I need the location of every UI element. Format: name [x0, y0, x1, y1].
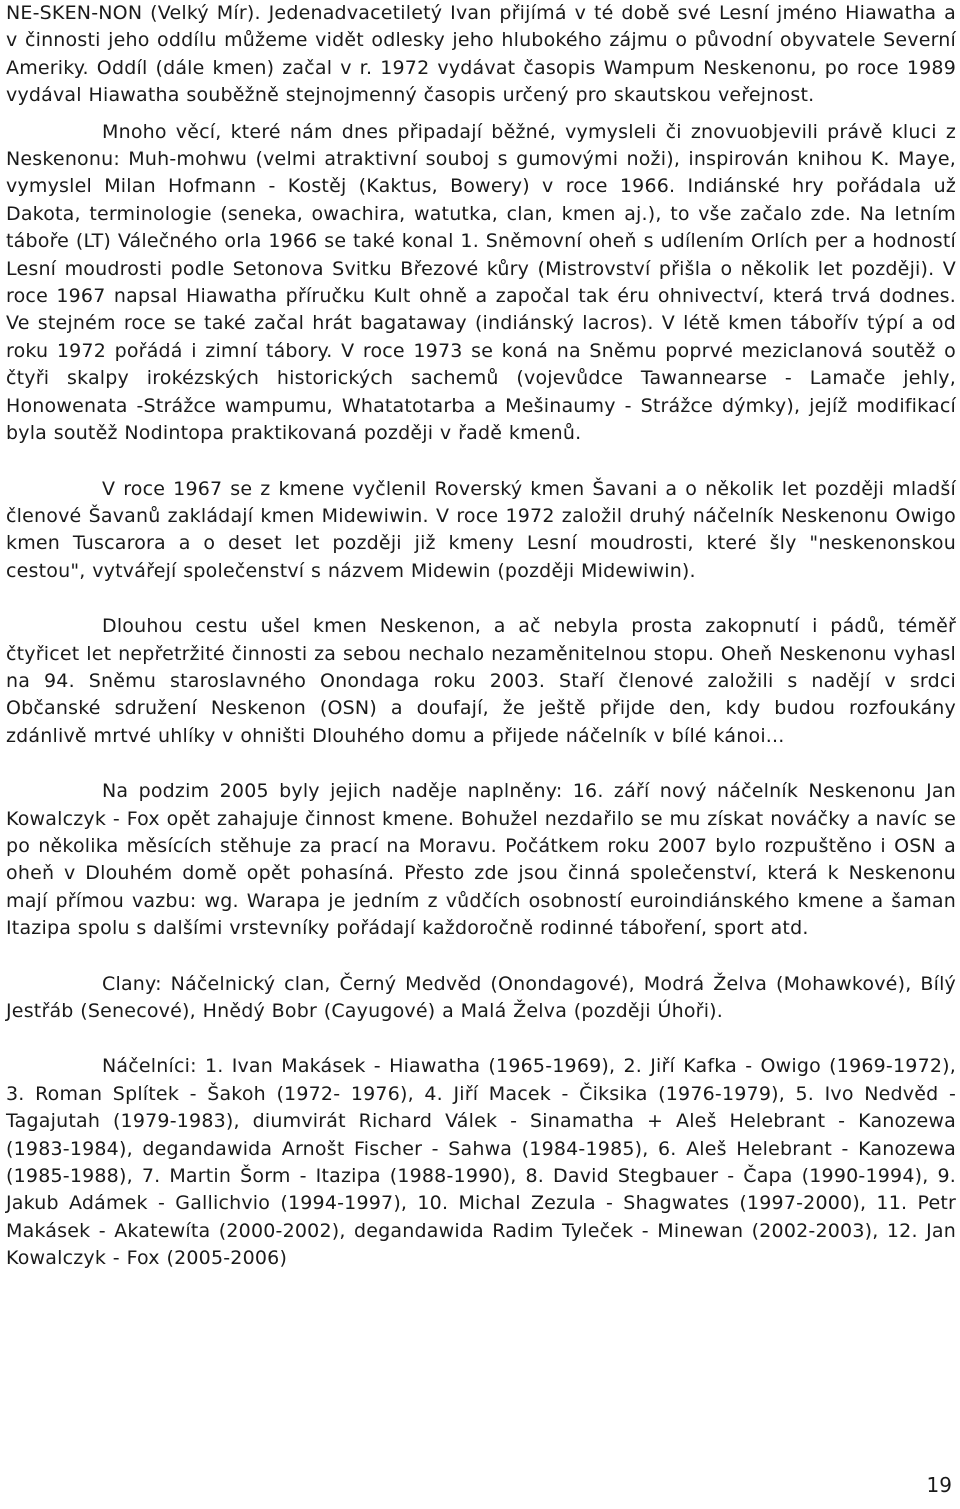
- paragraph-clans: Clany: Náčelnický clan, Černý Medvěd (Onondagové), Modrá Želva (Mohawkové), Bílý Jestřáb (Senecové), Hnědý Bobr (Cayugové) a Malá Želva (později Úhoři).: [6, 972, 956, 1022]
- paragraph-revival-2005: Na podzim 2005 byly jejich naděje naplněny: 16. září nový náčelník Neskenonu Jan Kowalczyk - Fox opět zahajuje činnost kmene. Bohužel nezdařilo se mu získat nováčky a navíc se po několika měsících stěhuje za prací na Moravu. Počátkem roku 2007 bylo rozpuštěno i OSN a oheň v Dlouhém domě opět pohasíná. Přesto zde jsou činná společenství, která k Neskenonu mají přímou vazbu: wg. Warapa je jedním z vůdčích osobností euroindiánského kmene a šaman Itazipa spolu s dalšími vrstevníky pořádají každoročně rodinné táboření, sport atd.: [6, 780, 956, 940]
- paragraph-offshoot-tribes: V roce 1967 se z kmene vyčlenil Roverský kmen Šavani a o několik let později mladší členové Šavanů zakládají kmen Midewiwin. V roce 1972 založil druhý náčelník Neskenonu Owigo kmen Tuscarora a o deset let později již kmeny Lesní moudrosti, které šly "neskenonskou cestou", vytvářejí společenství s názvem Midewin (později Midewiwin).: [6, 477, 956, 582]
- document-page: [6, 0, 956, 1273]
- paragraph-long-journey: Dlouhou cestu ušel kmen Neskenon, a ač nebyla prosta zakopnutí i pádů, téměř čtyřicet let nepřetržité činnosti za sebou nechalo nezaměnitelnou stopu. Oheň Neskenonu vyhasl na 94. Sněmu staroslavného Onondaga roku 2003. Staří členové založili s nadějí v srdci Občanské sdružení Neskenon (OSN) a doufají, že ještě přijde den, kdy budou rozfoukány zdánlivě mrtvé uhlíky v ohništi Dlouhého domu a přijede náčelník v bílé kánoi...: [6, 615, 956, 747]
- paragraph-neskenon-origin: NE-SKEN-NON (Velký Mír). Jedenadvacetiletý Ivan přijímá v té době své Lesní jméno Hiawatha a v činnosti jeho oddílu můžeme vidět odlesky jeho hlubokého zájmu o původní obyvatele Severní Ameriky. Oddíl (dále kmen) začal v r. 1972 vydávat časopis Wampum Neskenonu, po roce 1989 vydával Hiawatha souběžně stejnojmenný časopis určený pro skautskou veřejnost.: [6, 2, 956, 107]
- paragraph-chiefs: Náčelníci: 1. Ivan Makásek - Hiawatha (1965-1969), 2. Jiří Kafka - Owigo (1969-1972), 3. Roman Splítek - Šakoh (1972- 1976), 4. Jiří Macek - Čiksika (1976-1979), 5. Ivo Nedvěd - Tagajutah (1979-1983), diumvirát Richard Válek - Sinamatha + Aleš Helebrant - Kanozewa (1983-1984), degandawida Arnošt Fischer - Sahwa (1984-1985), 6. Aleš Helebrant - Kanozewa (1985-1988), 7. Martin Šorm - Itazipa (1988-1990), 8. David Stegbauer - Čapa (1990-1994), 9. Jakub Adámek - Gallichvio (1994-1997), 10. Michal Zezula - Shagwates (1997-2000), 11. Petr Makásek - Akatewíta (2000-2002), degandawida Radim Tyleček - Minewan (2002-2003), 12. Jan Kowalczyk - Fox (2005-2006): [6, 1055, 956, 1270]
- paragraph-inventions: Mnoho věcí, které nám dnes připadají běžné, vymysleli či znovuobjevili právě kluci z Neskenonu: Muh-mohwu (velmi atraktivní souboj s gumovými noži), inspirován knihou K. Maye, vymyslel Milan Hofmann - Kostěj (Kaktus, Bowery) v roce 1966. Indiánské hry pořádala už Dakota, terminologie (seneka, owachira, watutka, clan, kmen aj.), to vše začalo zde. Na letním táboře (LT) Válečného orla 1966 se také konal 1. Sněmovní oheň s udílením Orlích per a hodností Lesní moudrosti podle Setonova Svitku Březové kůry (Mistrovství přišla o několik let později). V roce 1967 napsal Hiawatha příručku Kult ohně a započal tak éru ohnivectví, která trvá dodnes. Ve stejném roce se také začal hrát bagataway (indiánský lacros). V létě kmen tábořív týpí a od roku 1972 pořádá i zimní tábory. V roce 1973 se koná na Sněmu poprvé meziclanová soutěž o čtyři skalpy irokézských historických sachemů (vojevůdce Tawannearse - Lamače jehly, Honowenata -Strážce wampumu, Whatatotarba a Mešinaumy - Strážce dýmky), jejíž modifikací byla soutěž Nodintopa praktikovaná později v řadě kmenů.: [6, 120, 956, 445]
- page-number: 19: [926, 1473, 952, 1497]
